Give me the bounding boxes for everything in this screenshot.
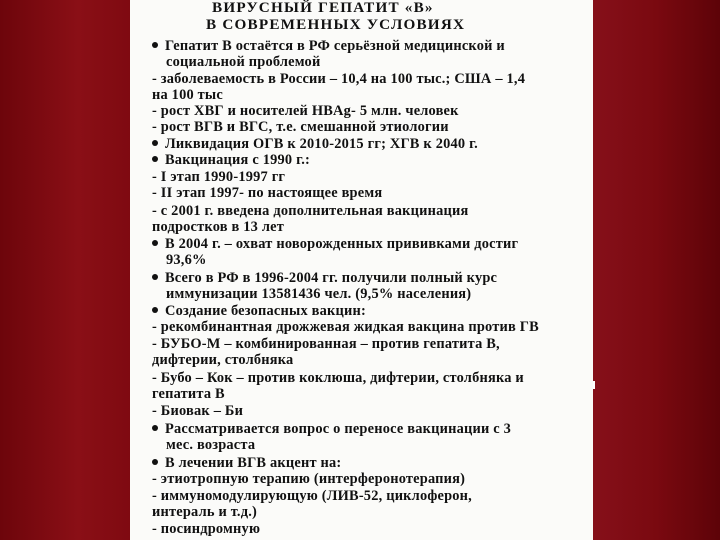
body-line: - II этап 1997- по настоящее время (152, 185, 383, 201)
bullet-icon (152, 240, 158, 246)
body-line: - I этап 1990-1997 гг (152, 169, 286, 185)
body-line: интераль и т.д.) (152, 504, 257, 520)
bullet-total-immunized (152, 270, 497, 286)
body-line: Гепатит В остаётся в РФ серьёзной медицинской и (165, 38, 505, 54)
bullet-icon (152, 459, 158, 465)
body-line: 93,6% (166, 252, 207, 268)
bullet-icon (152, 307, 158, 313)
body-line: - посиндромную (152, 521, 261, 537)
bullet-icon (152, 274, 158, 280)
body-line: иммунизации 13581436 чел. (9,5% населения) (166, 286, 472, 302)
body-line: подростков в 13 лет (152, 219, 285, 235)
body-line: В 2004 г. – охват новорожденных прививками достиг (165, 236, 519, 252)
bullet-treatment (152, 455, 341, 471)
body-line: В лечении ВГВ акцент на: (165, 455, 342, 471)
body-line: Создание безопасных вакцин: (165, 303, 366, 319)
bullet-schedule-transfer (152, 421, 511, 437)
left-background-panel (0, 0, 130, 540)
bullet-icon (152, 156, 158, 162)
body-line: мес. возраста (166, 437, 256, 453)
body-line: Всего в РФ в 1996-2004 гг. получили полный курс (165, 270, 498, 286)
body-line: - Биовак – Би (152, 403, 244, 419)
scanned-document-page (130, 0, 593, 540)
body-line: дифтерии, столбняка (152, 352, 294, 368)
body-line: - рост ХВГ и носителей HBAg- 5 млн. человек (152, 103, 459, 119)
body-line: гепатита В (152, 386, 225, 402)
body-line: - рост ВГВ и ВГС, т.е. смешанной этиологии (152, 119, 449, 135)
body-line: - БУБО-М – комбинированная – против гепатита В, (152, 336, 500, 352)
body-line: - иммуномодулирующую (ЛИВ-52, циклоферон, (152, 488, 472, 504)
bullet-icon (152, 425, 158, 431)
body-line: Рассматривается вопрос о переносе вакцинации с 3 (165, 421, 512, 437)
body-line: - Бубо – Кок – против коклюша, дифтерии, столбняка и (152, 370, 524, 386)
bullet-vaccination (152, 152, 310, 168)
body-line: социальной проблемой (166, 54, 321, 70)
bullet-elimination (152, 136, 478, 152)
bullet-icon (152, 140, 158, 146)
body-line: Ликвидация ОГВ к 2010-2015 гг; ХГВ к 2040 г. (165, 136, 478, 152)
title-line-2: В СОВРЕМЕННЫХ УСЛОВИЯХ (206, 16, 466, 33)
body-line: на 100 тыс (152, 87, 223, 103)
bullet-safe-vaccines (152, 303, 366, 319)
body-line: - с 2001 г. введена дополнительная вакцинация (152, 203, 469, 219)
bullet-icon (152, 42, 158, 48)
body-line: - рекомбинантная дрожжевая жидкая вакцина против ГВ (152, 319, 539, 335)
bullet-coverage-2004 (152, 236, 518, 252)
body-line: Вакцинация с 1990 г.: (165, 152, 310, 168)
bullet-hepatitis-problem (152, 38, 505, 54)
body-line: - заболеваемость в России – 10,4 на 100 тыс.; США – 1,4 (152, 71, 526, 87)
right-background-panel (593, 0, 720, 540)
body-line: - этиотропную терапию (интерферонотерапия) (152, 471, 466, 487)
title-line-1: ВИРУСНЫЙ ГЕПАТИТ «В» (212, 0, 434, 16)
